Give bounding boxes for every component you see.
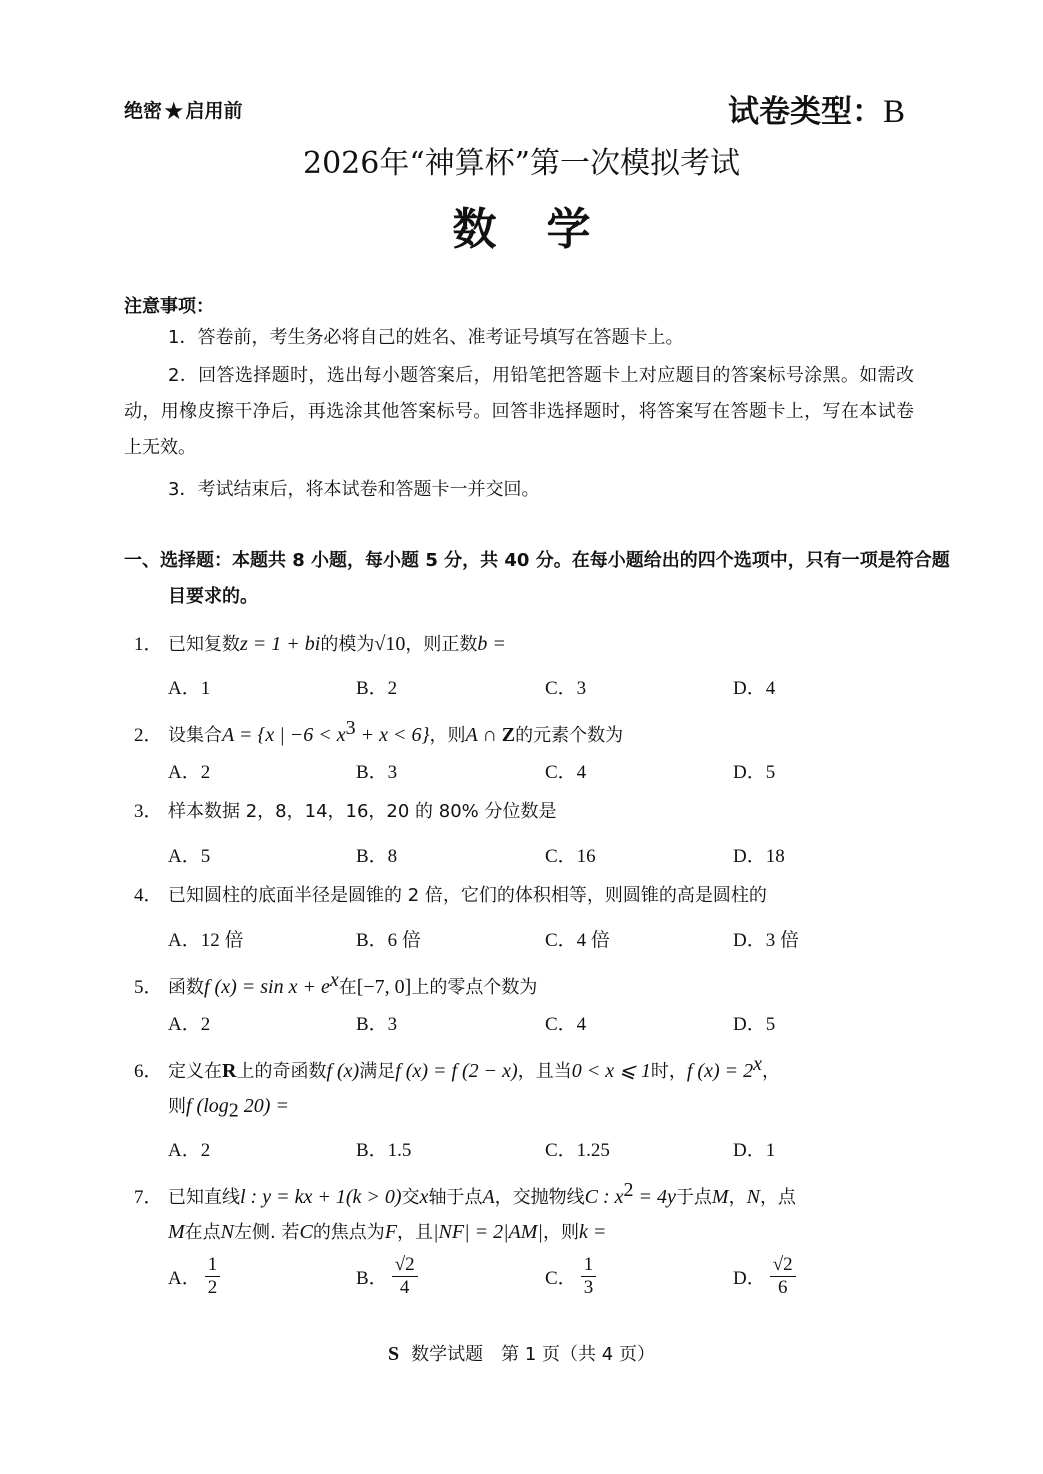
q-text: 于点 xyxy=(675,1187,712,1208)
fraction xyxy=(581,1254,597,1299)
q-math: + x < 6} xyxy=(355,724,430,746)
frac-den: 3 xyxy=(583,1277,594,1298)
options-3 xyxy=(168,841,928,869)
options-1 xyxy=(168,673,928,701)
q-text: 上的零点个数为 xyxy=(411,977,538,998)
q-math: f (x) = f (2 − x) xyxy=(395,1060,518,1082)
options-7 xyxy=(168,1254,928,1310)
confidential-mark xyxy=(124,96,243,125)
option-b: B．3 xyxy=(356,762,398,783)
option-c: C．4 xyxy=(545,1014,587,1035)
option-a: A．2 xyxy=(168,1140,211,1161)
q-text: 设集合 xyxy=(168,725,222,746)
question-4 xyxy=(134,882,767,910)
page-footer xyxy=(0,1340,1043,1366)
q-math: A ∩ xyxy=(465,724,502,746)
note-item-2: 2．回答选择题时，选出每小题答案后，用铅笔把答题卡上对应题目的答案标号涂黑。如需改动，用橡皮擦干净后，再选涂其他答案标号。回答非选择题时，将答案写在答题卡上，写在本试卷上无效。 xyxy=(124,365,914,458)
q-math: f (log xyxy=(186,1095,229,1117)
paper-type-value: B xyxy=(882,94,905,130)
q-text: 定义在 xyxy=(168,1061,222,1082)
q-math: C xyxy=(299,1221,313,1243)
q-math: = 4y xyxy=(633,1186,676,1208)
option-a: A．2 xyxy=(168,1014,211,1035)
secret-text: 绝密 xyxy=(124,100,163,122)
notes-heading: 注意事项： xyxy=(124,296,214,317)
fraction xyxy=(205,1254,221,1299)
q-math: 0 < x ⩽ 1 xyxy=(571,1060,651,1082)
q-math: k = xyxy=(578,1221,607,1243)
question-6 xyxy=(134,1050,780,1086)
question-number: 3． xyxy=(134,801,163,822)
q-text: 在点 xyxy=(184,1222,221,1243)
option-a: A．12 倍 xyxy=(168,930,244,951)
q-math: l : y = kx + 1(k > 0) xyxy=(240,1186,402,1208)
q-text: 样本数据 2，8，14，16，20 的 80% 分位数是 xyxy=(168,801,557,822)
q-math-bold: R xyxy=(222,1060,237,1082)
q-math: N xyxy=(746,1186,760,1208)
fraction xyxy=(770,1254,796,1299)
question-number: 5． xyxy=(134,977,163,998)
option-c: C．3 xyxy=(545,678,587,699)
options-2 xyxy=(168,757,928,785)
option-d: D．18 xyxy=(733,846,785,867)
option-c: C．16 xyxy=(545,846,596,867)
q-text: ， xyxy=(728,1187,747,1208)
q-math: √10 xyxy=(374,633,406,655)
footer-text: 数学试题 第 1 页（共 4 页） xyxy=(411,1344,655,1365)
question-5 xyxy=(134,966,537,1002)
q-math: F xyxy=(384,1221,398,1243)
paper-type-label: 试卷类型： xyxy=(727,94,883,130)
q-text: 满足 xyxy=(359,1061,396,1082)
frac-num: 1 xyxy=(581,1254,597,1277)
option-c: C．4 xyxy=(545,762,587,783)
option-b: B．1.5 xyxy=(356,1140,412,1161)
q-math-bold: Z xyxy=(501,724,516,746)
q-math: N xyxy=(220,1221,235,1243)
frac-num: √2 xyxy=(770,1254,796,1277)
q-text: ， xyxy=(762,1061,780,1082)
q-text: 已知直线 xyxy=(168,1187,240,1208)
option-label: D． xyxy=(733,1268,766,1289)
option-d: D．1 xyxy=(733,1140,776,1161)
q-math: f (x) = sin x + e xyxy=(204,976,330,998)
option-d: D．3 倍 xyxy=(733,930,799,951)
q-text: 则 xyxy=(168,1096,186,1117)
star-icon: ★ xyxy=(163,97,185,125)
exam-title: 2026年“神算杯”第一次模拟考试 xyxy=(302,146,741,181)
q-text: 已知复数 xyxy=(168,634,240,655)
q-text: 时， xyxy=(650,1061,687,1082)
question-number: 1． xyxy=(134,634,163,655)
frac-den: 4 xyxy=(399,1277,410,1298)
question-6-line2 xyxy=(168,1092,289,1125)
q-text: 交 xyxy=(401,1187,420,1208)
q-math: M xyxy=(168,1221,185,1243)
q-math: [−7, 0] xyxy=(356,976,412,998)
option-b xyxy=(356,1254,418,1299)
frac-num: √2 xyxy=(392,1254,418,1277)
question-number: 6． xyxy=(134,1061,163,1082)
section-heading: 一、选择题：本题共 8 小题，每小题 5 分，共 40 分。在每小题给出的四个选项中，只有一项是符合题目要求的。 xyxy=(124,550,950,607)
q-math: f (x) xyxy=(326,1060,360,1082)
q-math: z = 1 + bi xyxy=(240,633,321,655)
q-math: 20) = xyxy=(238,1095,289,1117)
option-c: C．1.25 xyxy=(545,1140,610,1161)
q-text: 轴于点 xyxy=(428,1187,483,1208)
q-text: 在 xyxy=(338,977,357,998)
q-text: 已知圆柱的底面半径是圆锥的 2 倍，它们的体积相等，则圆锥的高是圆柱的 xyxy=(168,885,767,906)
question-7-line2 xyxy=(168,1218,606,1247)
option-b: B．8 xyxy=(356,846,398,867)
option-b: B．2 xyxy=(356,678,398,699)
q-text: ，且 xyxy=(397,1222,434,1243)
question-2 xyxy=(134,714,623,750)
question-1 xyxy=(134,630,506,659)
q-text: 上的奇函数 xyxy=(236,1061,327,1082)
frac-num: 1 xyxy=(205,1254,221,1277)
q-math: |NF| = 2|AM| xyxy=(433,1221,543,1243)
q-text: 的模为 xyxy=(320,634,375,655)
option-label: C． xyxy=(545,1268,577,1289)
option-c: C．4 倍 xyxy=(545,930,610,951)
q-text: 的焦点为 xyxy=(312,1222,385,1243)
option-a: A．2 xyxy=(168,762,211,783)
option-d: D．5 xyxy=(733,1014,776,1035)
note-item-1: 1．答卷前，考生务必将自己的姓名、准考证号填写在答题卡上。 xyxy=(168,327,684,348)
q-text: 左侧. 若 xyxy=(234,1222,300,1243)
question-number: 4． xyxy=(134,885,163,906)
q-math: C : x xyxy=(584,1186,624,1208)
q-text: ，交抛物线 xyxy=(494,1187,585,1208)
q-math: f (x) = 2 xyxy=(686,1060,754,1082)
options-6 xyxy=(168,1135,928,1163)
option-b: B．6 倍 xyxy=(356,930,421,951)
option-d: D．5 xyxy=(733,762,776,783)
option-c xyxy=(545,1254,596,1299)
question-number: 2． xyxy=(134,725,163,746)
q-sup: 2 xyxy=(623,1179,634,1201)
option-label: A． xyxy=(168,1268,201,1289)
option-a: A．1 xyxy=(168,678,211,699)
q-text: 函数 xyxy=(168,977,204,998)
q-sub: 2 xyxy=(228,1099,239,1122)
option-d: D．4 xyxy=(733,678,776,699)
footer-mark: S xyxy=(388,1343,400,1365)
q-text: ，则正数 xyxy=(405,634,478,655)
option-d xyxy=(733,1254,796,1299)
paper-type xyxy=(728,86,905,131)
frac-den: 2 xyxy=(207,1277,218,1298)
secret-text-2: 启用前 xyxy=(185,100,243,122)
options-4 xyxy=(168,925,928,953)
q-math: A = {x | −6 < x xyxy=(222,724,346,746)
options-5 xyxy=(168,1009,928,1037)
option-label: B． xyxy=(356,1268,388,1289)
q-math: A xyxy=(482,1186,495,1208)
q-sup: 3 xyxy=(345,717,356,739)
q-math: b = xyxy=(477,633,506,655)
option-a: A．5 xyxy=(168,846,211,867)
q-text: ，点 xyxy=(759,1187,796,1208)
q-text: 的元素个数为 xyxy=(515,725,624,746)
subject-title: 数学 xyxy=(452,204,641,255)
q-math: M xyxy=(711,1186,729,1208)
q-math: x xyxy=(419,1186,429,1208)
q-text: ，且当 xyxy=(517,1061,572,1082)
q-sup: x xyxy=(329,969,339,991)
question-3 xyxy=(134,798,557,826)
q-text: ，则 xyxy=(542,1222,579,1243)
question-number: 7． xyxy=(134,1187,163,1208)
frac-den: 6 xyxy=(777,1277,788,1298)
q-text: ，则 xyxy=(429,725,466,746)
option-a xyxy=(168,1254,220,1299)
fraction xyxy=(392,1254,418,1299)
option-b: B．3 xyxy=(356,1014,398,1035)
note-item-3: 3．考试结束后，将本试卷和答题卡一并交回。 xyxy=(168,479,540,500)
q-sup: x xyxy=(753,1053,762,1075)
question-7 xyxy=(134,1176,796,1212)
